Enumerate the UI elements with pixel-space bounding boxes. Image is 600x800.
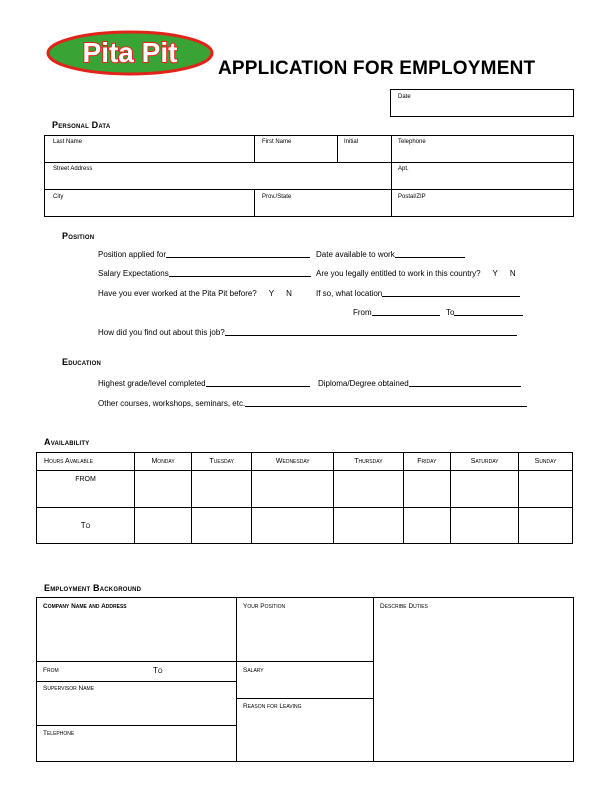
date-available-label: Date available to work <box>316 250 395 259</box>
reason-for-leaving-field[interactable]: Reason for Leaving <box>243 703 302 710</box>
salary-expectations-row[interactable] <box>98 269 311 278</box>
position-applied-label: Position applied for <box>98 250 167 259</box>
availability-cell[interactable] <box>192 508 252 544</box>
personal-data-grid <box>44 135 574 217</box>
legally-entitled-row[interactable] <box>316 269 516 278</box>
availability-cell[interactable] <box>519 508 573 544</box>
worked-from-row[interactable] <box>353 308 440 317</box>
availability-cell[interactable] <box>135 508 192 544</box>
legally-no-option[interactable]: N <box>509 269 516 278</box>
telephone-field[interactable]: Telephone <box>398 139 426 145</box>
to-row-label: To <box>37 508 135 544</box>
employment-grid <box>36 597 574 762</box>
postal-zip-field[interactable]: Postal/ZIP <box>398 194 426 200</box>
other-courses-label: Other courses, workshops, seminars, etc. <box>98 399 246 408</box>
availability-cell[interactable] <box>403 508 451 544</box>
day-header: Saturday <box>451 453 519 471</box>
pita-pit-logo <box>44 30 214 76</box>
other-courses-row[interactable] <box>98 399 527 408</box>
date-field[interactable] <box>390 89 574 117</box>
apt-field[interactable]: Apt. <box>398 166 409 172</box>
day-header: Thursday <box>334 453 403 471</box>
education-heading: Education <box>62 357 102 367</box>
availability-cell[interactable] <box>334 508 403 544</box>
worked-yes-option[interactable]: Y <box>268 289 275 298</box>
availability-cell[interactable] <box>252 471 334 508</box>
first-name-field[interactable]: First Name <box>262 139 292 145</box>
from-row-label: FROM <box>37 471 135 508</box>
availability-cell[interactable] <box>252 508 334 544</box>
employment-from-field[interactable]: From <box>43 667 59 674</box>
found-job-row[interactable] <box>98 328 517 337</box>
legally-yes-option[interactable]: Y <box>492 269 498 278</box>
day-header: Monday <box>135 453 192 471</box>
salary-field[interactable]: Salary <box>243 667 264 674</box>
date-label: Date <box>398 94 411 100</box>
legally-entitled-label: Are you legally entitled to work in this country? <box>316 269 481 278</box>
day-header: Sunday <box>519 453 573 471</box>
location-label: If so, what location <box>316 289 383 298</box>
position-heading: Position <box>62 231 95 241</box>
availability-cell[interactable] <box>451 471 519 508</box>
availability-cell[interactable] <box>135 471 192 508</box>
availability-cell[interactable] <box>519 471 573 508</box>
hours-available-header: Hours Available <box>37 453 135 471</box>
employment-telephone-field[interactable]: Telephone <box>43 730 75 737</box>
day-header: Tuesday <box>192 453 252 471</box>
found-job-label: How did you find out about this job? <box>98 328 225 337</box>
company-name-field[interactable]: Company Name and Address <box>43 603 127 610</box>
worked-to-row[interactable] <box>446 308 523 317</box>
availability-cell[interactable] <box>451 508 519 544</box>
highest-grade-label: Highest grade/level completed <box>98 379 206 388</box>
date-available-row[interactable] <box>316 250 465 259</box>
worked-before-row[interactable] <box>98 289 292 298</box>
availability-heading: Availability <box>44 437 90 447</box>
your-position-field[interactable]: Your Position <box>243 603 286 610</box>
supervisor-name-field[interactable]: Supervisor Name <box>43 685 95 692</box>
availability-cell[interactable] <box>192 471 252 508</box>
logo-text: Pita Pit <box>82 37 178 68</box>
employment-to-field[interactable]: To <box>153 666 163 675</box>
availability-cell[interactable] <box>403 471 451 508</box>
worked-to-label: To <box>446 308 455 317</box>
salary-expectations-label: Salary Expectations <box>98 269 169 278</box>
last-name-field[interactable]: Last Name <box>53 139 83 145</box>
street-address-field[interactable]: Street Address <box>53 166 93 172</box>
initial-field[interactable]: Initial <box>344 139 359 145</box>
personal-data-heading: Personal Data <box>52 120 111 130</box>
city-field[interactable]: City <box>53 194 64 200</box>
worked-from-label: From <box>353 308 372 317</box>
diploma-label: Diploma/Degree obtained <box>318 379 409 388</box>
location-row[interactable] <box>316 289 520 298</box>
prov-state-field[interactable]: Prov./State <box>262 194 292 200</box>
day-header: Friday <box>403 453 451 471</box>
position-applied-row[interactable] <box>98 250 310 259</box>
employment-heading: Employment Background <box>44 583 142 593</box>
availability-cell[interactable] <box>334 471 403 508</box>
highest-grade-row[interactable] <box>98 379 310 388</box>
day-header: Wednesday <box>252 453 334 471</box>
availability-table <box>36 452 573 544</box>
worked-no-option[interactable]: N <box>286 289 292 298</box>
worked-before-label: Have you ever worked at the Pita Pit before? <box>98 289 257 298</box>
diploma-row[interactable] <box>318 379 521 388</box>
form-title: APPLICATION FOR EMPLOYMENT <box>218 58 536 79</box>
describe-duties-field[interactable]: Describe Duties <box>380 603 428 610</box>
